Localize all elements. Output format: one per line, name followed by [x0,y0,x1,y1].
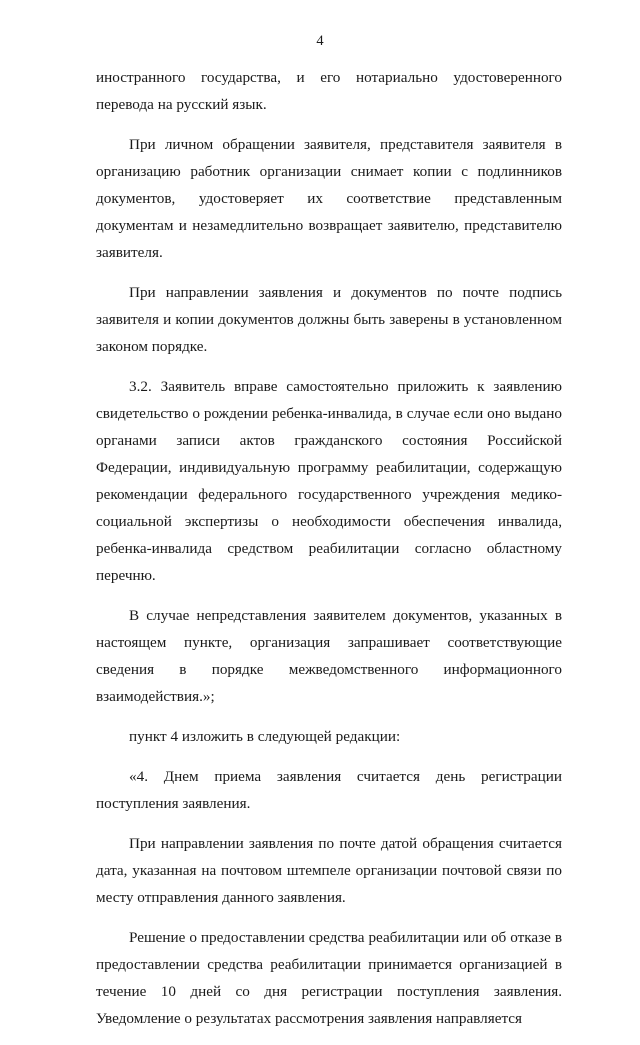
paragraph-3: При направлении заявления и документов по почте подпись заявителя и копии документов должны быть заверены в установленном законом порядке. [96,284,562,355]
paragraph-4: 3.2. Заявитель вправе самостоятельно приложить к заявлению свидетельство о рождении ребенка-инвалида, в случае если оно выдано органами записи актов гражданского состояния Российской Федерации, индивидуальную программу реабилитации, содержащую рекомендации федерального государственного учреждения медико-социальной экспертизы о необходимости обеспечения инвалида, ребенка-инвалида средством реабилитации согласно областному перечню. [96,378,562,584]
paragraph-2: При личном обращении заявителя, представителя заявителя в организацию работник организации снимает копии с подлинников документов, удостоверяет их соответствие представленным документам и незамедлительно возвращает заявителю, представителю заявителя. [96,136,562,261]
paragraph-9: Решение о предоставлении средства реабилитации или об отказе в предоставлении средства реабилитации принимается организацией в течение 10 дней со дня регистрации поступления заявления. Уведомление о результатах рассмотрения заявления направляется [96,929,562,1027]
paragraph-6: пункт 4 изложить в следующей редакции: [129,728,401,745]
paragraph-5: В случае непредставления заявителем документов, указанных в настоящем пункте, организация запрашивает соответствующие сведения в порядке межведомственного информационного взаимодействия.»; [96,607,562,705]
paragraph-1: иностранного государства, и его нотариально удостоверенного перевода на русский язык. [96,69,562,113]
paragraph-8: При направлении заявления по почте датой обращения считается дата, указанная на почтовом штемпеле организации почтовой связи по месту отправления данного заявления. [96,835,562,906]
document-body [96,64,562,1045]
page-number: 4 [316,33,324,49]
paragraph-7: «4. Днем приема заявления считается день регистрации поступления заявления. [96,768,562,812]
